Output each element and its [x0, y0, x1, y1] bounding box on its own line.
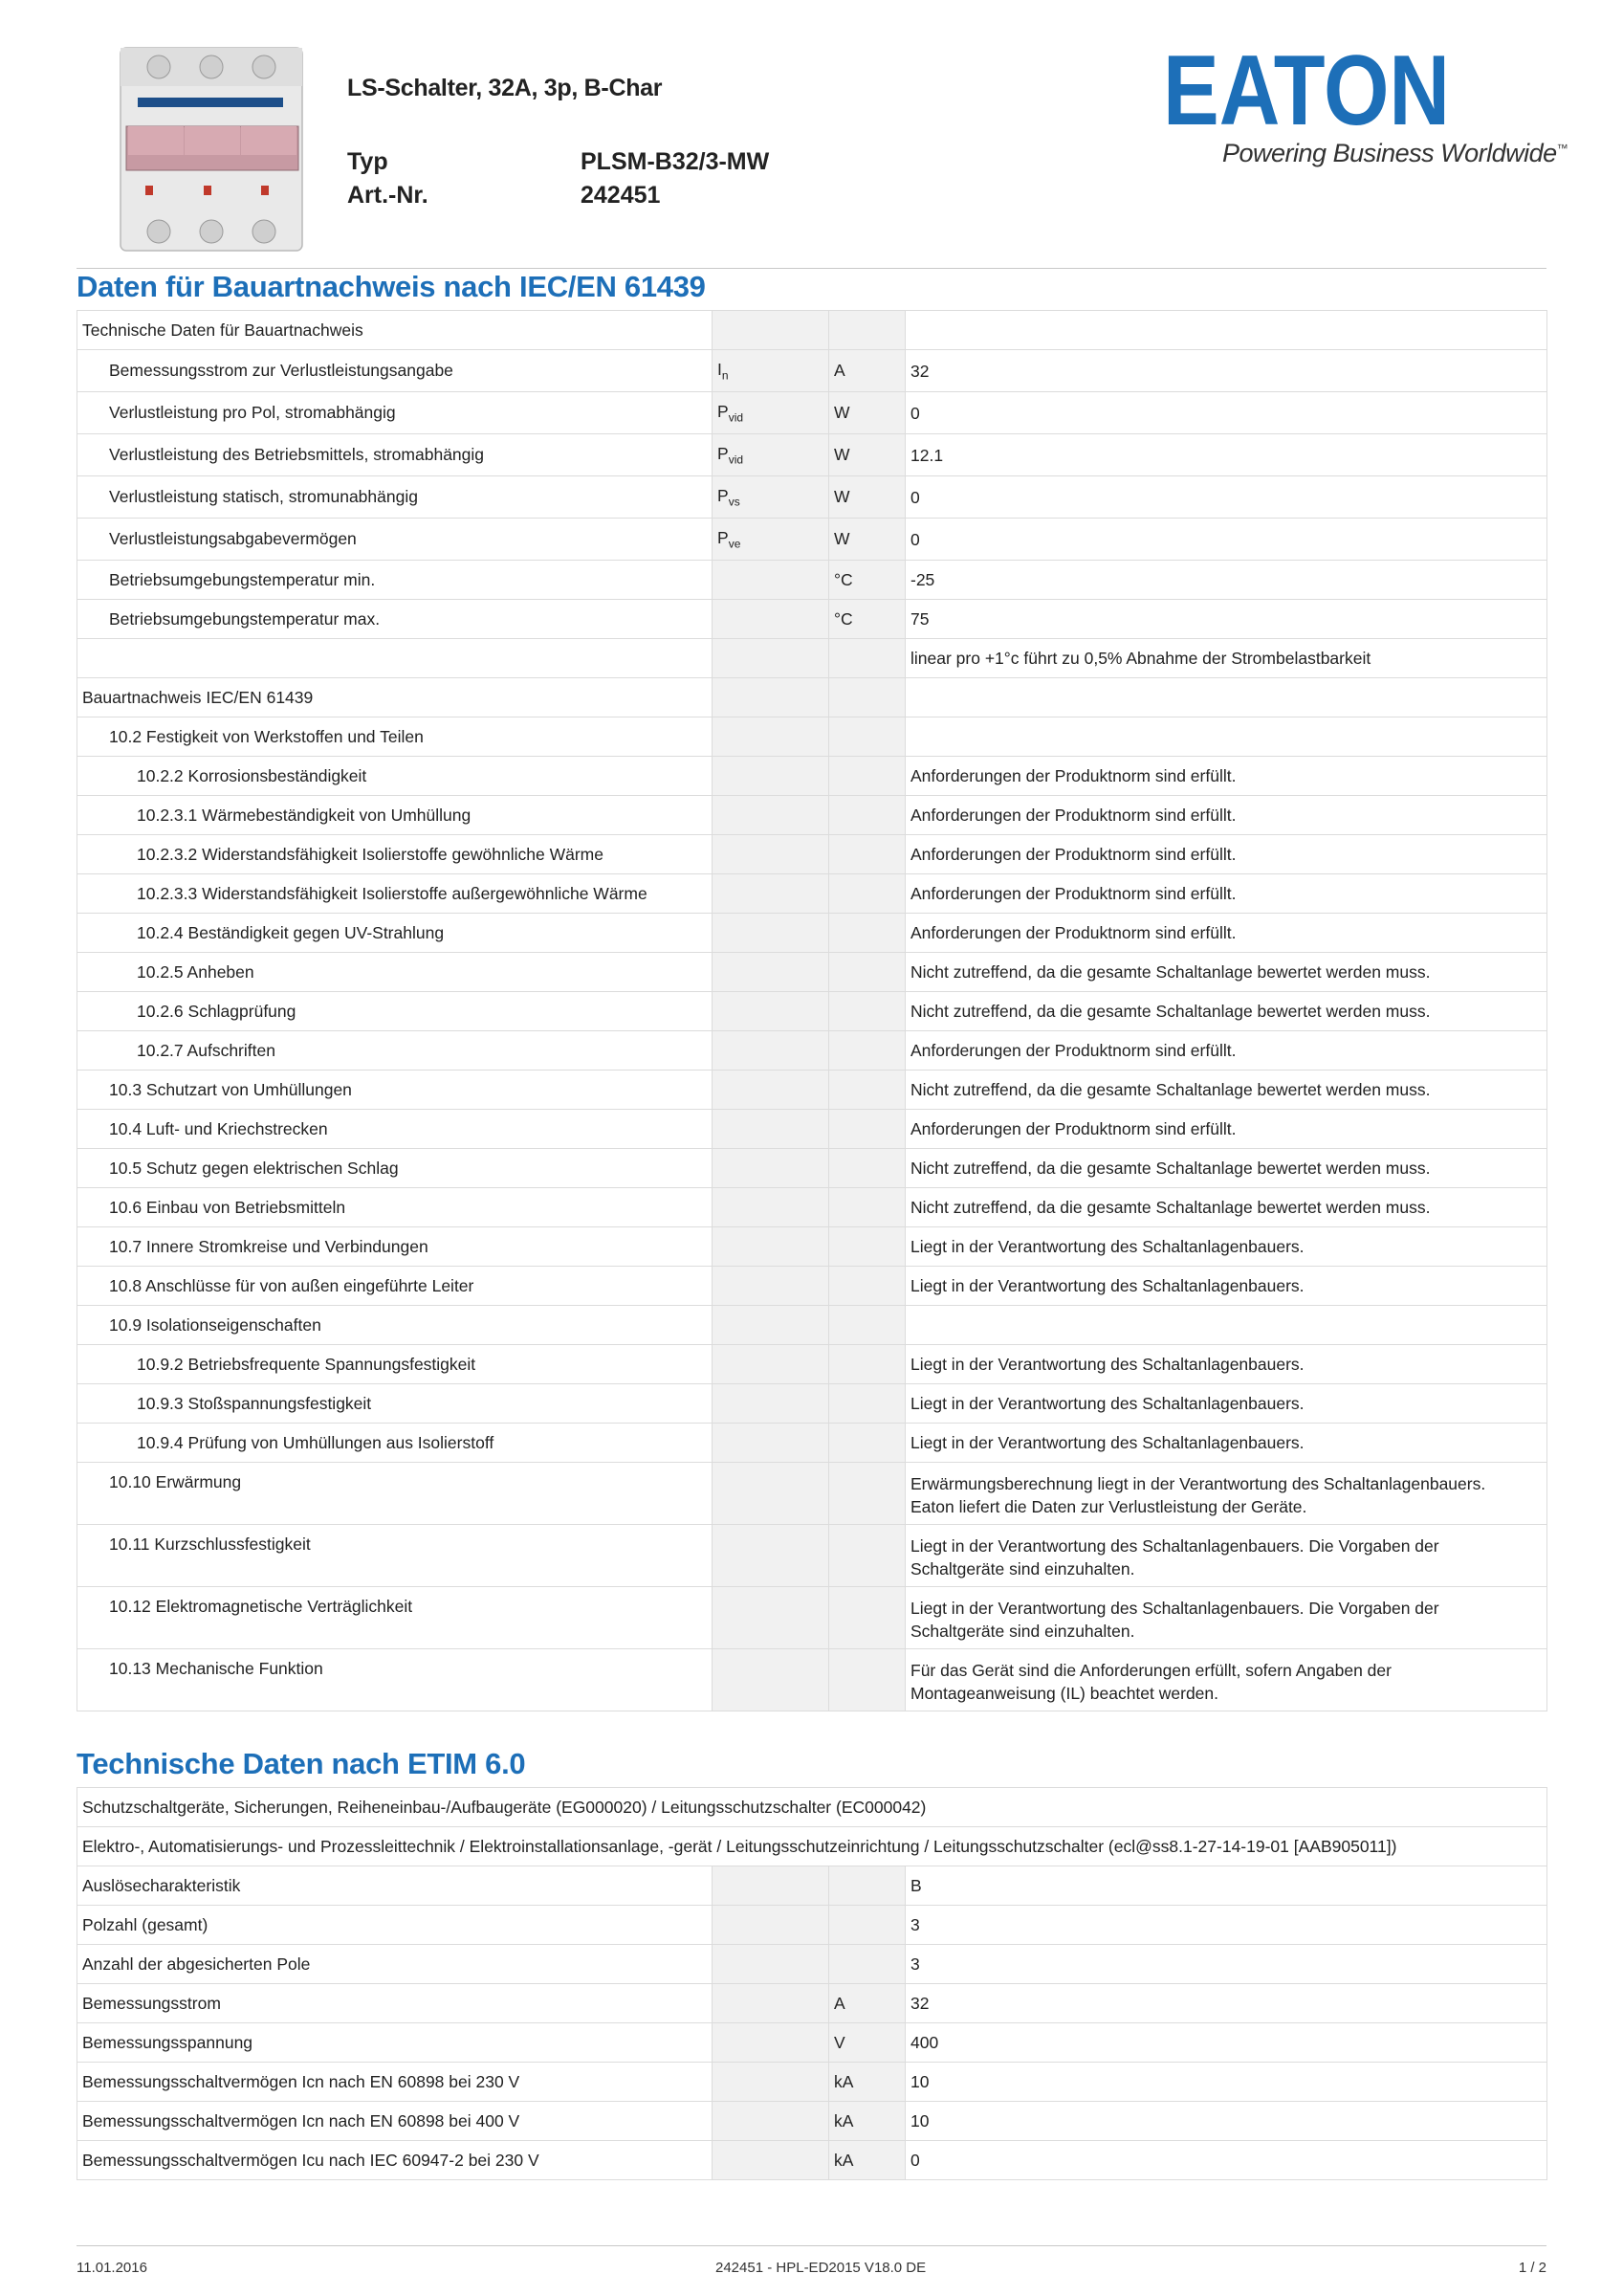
- row-value: [906, 718, 1547, 757]
- tagline: [1222, 139, 1568, 168]
- table-row: [77, 835, 1547, 874]
- row-unit: [829, 718, 906, 757]
- row-symbol: [713, 835, 829, 874]
- row-value: 32: [906, 350, 1547, 392]
- row-description: Bemessungsstrom: [77, 1984, 713, 2023]
- row-value: 32: [906, 1984, 1547, 2023]
- row-symbol: [713, 2063, 829, 2102]
- table-row: [77, 1384, 1547, 1424]
- symbol-subscript: vid: [728, 453, 744, 467]
- table-row: [77, 311, 1547, 350]
- row-symbol: [713, 350, 829, 392]
- row-description: 10.8 Anschlüsse für von außen eingeführte Leiter: [77, 1267, 713, 1306]
- table-row: [77, 1525, 1547, 1587]
- row-unit: [829, 678, 906, 718]
- table-row: [77, 953, 1547, 992]
- row-description: 10.9.2 Betriebsfrequente Spannungsfestigkeit: [77, 1345, 713, 1384]
- row-symbol: [713, 757, 829, 796]
- eaton-logo: [1159, 35, 1454, 146]
- row-unit: [829, 1188, 906, 1227]
- row-value: 12.1: [906, 434, 1547, 476]
- row-value: Anforderungen der Produktnorm sind erfüllt.: [906, 914, 1547, 953]
- row-value: Liegt in der Verantwortung des Schaltanlagenbauers. Die Vorgaben der Schaltgeräte sind einzuhalten.: [906, 1525, 1547, 1587]
- row-description: Bemessungsstrom zur Verlustleistungsangabe: [77, 350, 713, 392]
- symbol-letter: P: [717, 527, 729, 547]
- symbol-subscript: ve: [728, 537, 741, 551]
- row-value: [906, 678, 1547, 718]
- table-row: [77, 874, 1547, 914]
- row-description: 10.11 Kurzschlussfestigkeit: [77, 1525, 713, 1587]
- row-unit: [829, 1345, 906, 1384]
- row-symbol: [713, 1267, 829, 1306]
- row-unit: [829, 1149, 906, 1188]
- row-description: Verlustleistung des Betriebsmittels, stromabhängig: [77, 434, 713, 476]
- row-description: 10.2.5 Anheben: [77, 953, 713, 992]
- row-unit: [829, 1587, 906, 1649]
- row-value: Liegt in der Verantwortung des Schaltanlagenbauers.: [906, 1424, 1547, 1463]
- bauartnachweis-table: [77, 310, 1547, 1711]
- row-value: Nicht zutreffend, da die gesamte Schaltanlage bewertet werden muss.: [906, 953, 1547, 992]
- table-row: [77, 1345, 1547, 1384]
- row-symbol: [713, 1188, 829, 1227]
- table-row: [77, 519, 1547, 561]
- row-description: 10.12 Elektromagnetische Verträglichkeit: [77, 1587, 713, 1649]
- symbol-letter: P: [717, 401, 729, 421]
- row-value: 10: [906, 2102, 1547, 2141]
- row-symbol: [713, 1984, 829, 2023]
- row-description: Anzahl der abgesicherten Pole: [77, 1945, 713, 1984]
- row-description: 10.4 Luft- und Kriechstrecken: [77, 1110, 713, 1149]
- row-description: 10.7 Innere Stromkreise und Verbindungen: [77, 1227, 713, 1267]
- row-symbol: [713, 519, 829, 561]
- row-value: 3: [906, 1945, 1547, 1984]
- row-symbol: [713, 1149, 829, 1188]
- row-description: 10.9 Isolationseigenschaften: [77, 1306, 713, 1345]
- row-description: Bemessungsschaltvermögen Icn nach EN 60898 bei 230 V: [77, 2063, 713, 2102]
- row-unit: [829, 1649, 906, 1711]
- row-description: 10.2 Festigkeit von Werkstoffen und Teilen: [77, 718, 713, 757]
- row-symbol: [713, 1306, 829, 1345]
- row-value: Liegt in der Verantwortung des Schaltanlagenbauers. Die Vorgaben der Schaltgeräte sind einzuhalten.: [906, 1587, 1547, 1649]
- symbol-subscript: n: [721, 368, 729, 383]
- row-value: linear pro +1°c führt zu 0,5% Abnahme der Strombelastbarkeit: [906, 639, 1547, 678]
- row-unit: [829, 1227, 906, 1267]
- product-title: LS-Schalter, 32A, 3p, B-Char: [347, 75, 663, 101]
- row-unit: [829, 1945, 906, 1984]
- row-description: 10.13 Mechanische Funktion: [77, 1649, 713, 1711]
- table-row: [77, 476, 1547, 519]
- row-symbol: [713, 1945, 829, 1984]
- row-value: Liegt in der Verantwortung des Schaltanlagenbauers.: [906, 1227, 1547, 1267]
- table-row: [77, 2141, 1547, 2180]
- article-label: Art.-Nr.: [347, 182, 428, 209]
- row-description: 10.3 Schutzart von Umhüllungen: [77, 1071, 713, 1110]
- table-row: [77, 2102, 1547, 2141]
- row-value: [906, 1306, 1547, 1345]
- row-symbol: [713, 561, 829, 600]
- footer-divider: [77, 2245, 1546, 2246]
- row-value: Nicht zutreffend, da die gesamte Schaltanlage bewertet werden muss.: [906, 1188, 1547, 1227]
- table-row: [77, 1031, 1547, 1071]
- row-symbol: [713, 1384, 829, 1424]
- row-description: Technische Daten für Bauartnachweis: [77, 311, 713, 350]
- row-symbol: [713, 678, 829, 718]
- row-value: 0: [906, 519, 1547, 561]
- row-symbol: [713, 1649, 829, 1711]
- table-row: [77, 1649, 1547, 1711]
- row-unit: [829, 796, 906, 835]
- row-description: 10.9.4 Prüfung von Umhüllungen aus Isolierstoff: [77, 1424, 713, 1463]
- row-value: Liegt in der Verantwortung des Schaltanlagenbauers.: [906, 1267, 1547, 1306]
- row-unit: V: [829, 2023, 906, 2063]
- table-row: [77, 434, 1547, 476]
- row-description: 10.2.3.2 Widerstandsfähigkeit Isolierstoffe gewöhnliche Wärme: [77, 835, 713, 874]
- row-value: 10: [906, 2063, 1547, 2102]
- table-row: [77, 1149, 1547, 1188]
- table-row: [77, 1945, 1547, 1984]
- row-value: 400: [906, 2023, 1547, 2063]
- table-row: [77, 1906, 1547, 1945]
- row-unit: kA: [829, 2063, 906, 2102]
- table-row: [77, 1587, 1547, 1649]
- row-description: Bemessungsschaltvermögen Icn nach EN 60898 bei 400 V: [77, 2102, 713, 2141]
- row-unit: [829, 953, 906, 992]
- row-symbol: [713, 600, 829, 639]
- row-unit: °C: [829, 600, 906, 639]
- row-value: 0: [906, 392, 1547, 434]
- row-symbol: [713, 874, 829, 914]
- table-row: [77, 350, 1547, 392]
- row-description: 10.6 Einbau von Betriebsmitteln: [77, 1188, 713, 1227]
- row-symbol: [713, 796, 829, 835]
- tagline-trademark: ™: [1556, 142, 1568, 155]
- row-description: Verlustleistungsabgabevermögen: [77, 519, 713, 561]
- row-unit: [829, 639, 906, 678]
- row-symbol: [713, 1227, 829, 1267]
- row-unit: W: [829, 519, 906, 561]
- row-value: -25: [906, 561, 1547, 600]
- row-unit: [829, 1424, 906, 1463]
- table-row: [77, 639, 1547, 678]
- row-value: [906, 311, 1547, 350]
- row-symbol: [713, 1031, 829, 1071]
- row-value: Nicht zutreffend, da die gesamte Schaltanlage bewertet werden muss.: [906, 1149, 1547, 1188]
- row-unit: kA: [829, 2102, 906, 2141]
- table-row: [77, 2023, 1547, 2063]
- row-unit: W: [829, 392, 906, 434]
- article-value: 242451: [581, 182, 661, 209]
- row-description: 10.2.6 Schlagprüfung: [77, 992, 713, 1031]
- row-unit: W: [829, 476, 906, 519]
- row-symbol: [713, 434, 829, 476]
- row-symbol: [713, 718, 829, 757]
- row-unit: [829, 1306, 906, 1345]
- row-unit: [829, 1525, 906, 1587]
- row-symbol: [713, 1866, 829, 1906]
- row-unit: [829, 757, 906, 796]
- table-row: [77, 914, 1547, 953]
- row-value: Erwärmungsberechnung liegt in der Verantwortung des Schaltanlagenbauers. Eaton liefert die Daten zur Verlustleistung der Geräte.: [906, 1463, 1547, 1525]
- row-description: Bemessungsschaltvermögen Icu nach IEC 60947-2 bei 230 V: [77, 2141, 713, 2180]
- row-description: 10.2.3.3 Widerstandsfähigkeit Isolierstoffe außergewöhnliche Wärme: [77, 874, 713, 914]
- table-row: [77, 1424, 1547, 1463]
- table-row: [77, 1227, 1547, 1267]
- row-value: Anforderungen der Produktnorm sind erfüllt.: [906, 757, 1547, 796]
- table-row: [77, 1463, 1547, 1525]
- row-description: 10.2.3.1 Wärmebeständigkeit von Umhüllung: [77, 796, 713, 835]
- row-value: Für das Gerät sind die Anforderungen erfüllt, sofern Angaben der Montageanweisung (IL) beachtet werden.: [906, 1649, 1547, 1711]
- section-title-bauartnachweis: Daten für Bauartnachweis nach IEC/EN 61439: [77, 270, 706, 303]
- table-row: [77, 718, 1547, 757]
- footer-page-number: 1 / 2: [1518, 2260, 1546, 2276]
- row-description: Auslösecharakteristik: [77, 1866, 713, 1906]
- table-row: [77, 1984, 1547, 2023]
- table-row: [77, 1188, 1547, 1227]
- row-unit: [829, 874, 906, 914]
- row-description: 10.10 Erwärmung: [77, 1463, 713, 1525]
- table-row: [77, 678, 1547, 718]
- row-unit: [829, 1071, 906, 1110]
- row-description: Betriebsumgebungstemperatur min.: [77, 561, 713, 600]
- product-image: [113, 42, 309, 257]
- row-unit: [829, 1463, 906, 1525]
- row-description: Verlustleistung statisch, stromunabhängig: [77, 476, 713, 519]
- row-value: Anforderungen der Produktnorm sind erfüllt.: [906, 1110, 1547, 1149]
- table-row: [77, 600, 1547, 639]
- classification-row: [77, 1788, 1547, 1827]
- row-value: Anforderungen der Produktnorm sind erfüllt.: [906, 796, 1547, 835]
- row-symbol: [713, 992, 829, 1031]
- type-value: PLSM-B32/3-MW: [581, 148, 770, 175]
- row-symbol: [713, 476, 829, 519]
- row-unit: [829, 1866, 906, 1906]
- row-value: Nicht zutreffend, da die gesamte Schaltanlage bewertet werden muss.: [906, 992, 1547, 1031]
- table-row: [77, 561, 1547, 600]
- row-symbol: [713, 392, 829, 434]
- row-value: 0: [906, 476, 1547, 519]
- classification-text: Elektro-, Automatisierungs- und Prozessleittechnik / Elektroinstallationsanlage, -gerät / Leitungsschutzeinrichtung / Leitungsschutzschalter (ecl@ss8.1-27-14-19-01 [AAB905011]): [77, 1827, 1547, 1866]
- symbol-letter: P: [717, 443, 729, 463]
- header-divider: [77, 268, 1546, 269]
- row-unit: [829, 311, 906, 350]
- row-symbol: [713, 1525, 829, 1587]
- row-value: 3: [906, 1906, 1547, 1945]
- row-symbol: [713, 1110, 829, 1149]
- row-symbol: [713, 639, 829, 678]
- row-value: Anforderungen der Produktnorm sind erfüllt.: [906, 835, 1547, 874]
- row-symbol: [713, 1345, 829, 1384]
- row-value: Nicht zutreffend, da die gesamte Schaltanlage bewertet werden muss.: [906, 1071, 1547, 1110]
- row-value: 0: [906, 2141, 1547, 2180]
- row-symbol: [713, 914, 829, 953]
- table-row: [77, 392, 1547, 434]
- row-symbol: [713, 1906, 829, 1945]
- tagline-text: Powering Business Worldwide: [1222, 139, 1557, 167]
- footer-date: 11.01.2016: [77, 2260, 147, 2276]
- row-symbol: [713, 2141, 829, 2180]
- table-row: [77, 1267, 1547, 1306]
- row-unit: [829, 1110, 906, 1149]
- row-unit: A: [829, 350, 906, 392]
- row-symbol: [713, 953, 829, 992]
- row-description: Bemessungsspannung: [77, 2023, 713, 2063]
- row-description: [77, 639, 713, 678]
- symbol-letter: P: [717, 485, 729, 505]
- row-unit: °C: [829, 561, 906, 600]
- logo-text: EATON: [1163, 35, 1450, 146]
- table-row: [77, 1110, 1547, 1149]
- row-description: 10.9.3 Stoßspannungsfestigkeit: [77, 1384, 713, 1424]
- row-description: Betriebsumgebungstemperatur max.: [77, 600, 713, 639]
- row-unit: [829, 1906, 906, 1945]
- symbol-subscript: vs: [728, 495, 740, 509]
- row-unit: [829, 992, 906, 1031]
- row-description: 10.2.2 Korrosionsbeständigkeit: [77, 757, 713, 796]
- classification-text: Schutzschaltgeräte, Sicherungen, Reiheneinbau-/Aufbaugeräte (EG000020) / Leitungsschutzschalter (EC000042): [77, 1788, 1547, 1827]
- row-unit: W: [829, 434, 906, 476]
- row-description: Bauartnachweis IEC/EN 61439: [77, 678, 713, 718]
- row-symbol: [713, 1071, 829, 1110]
- row-unit: A: [829, 1984, 906, 2023]
- symbol-subscript: vid: [728, 410, 744, 425]
- row-value: 75: [906, 600, 1547, 639]
- row-symbol: [713, 2023, 829, 2063]
- footer-document-id: 242451 - HPL-ED2015 V18.0 DE: [715, 2260, 927, 2276]
- table-row: [77, 1306, 1547, 1345]
- symbol-letter: I: [717, 359, 722, 379]
- row-value: Anforderungen der Produktnorm sind erfüllt.: [906, 874, 1547, 914]
- row-description: Verlustleistung pro Pol, stromabhängig: [77, 392, 713, 434]
- row-symbol: [713, 2102, 829, 2141]
- row-unit: [829, 914, 906, 953]
- row-value: Anforderungen der Produktnorm sind erfüllt.: [906, 1031, 1547, 1071]
- table-row: [77, 1866, 1547, 1906]
- row-description: 10.2.7 Aufschriften: [77, 1031, 713, 1071]
- row-unit: [829, 1384, 906, 1424]
- row-symbol: [713, 1587, 829, 1649]
- section-title-etim: Technische Daten nach ETIM 6.0: [77, 1747, 526, 1780]
- row-unit: [829, 1267, 906, 1306]
- table-row: [77, 2063, 1547, 2102]
- row-symbol: [713, 311, 829, 350]
- etim-table: [77, 1787, 1547, 2180]
- table-row: [77, 757, 1547, 796]
- table-row: [77, 1071, 1547, 1110]
- row-unit: [829, 835, 906, 874]
- row-description: 10.5 Schutz gegen elektrischen Schlag: [77, 1149, 713, 1188]
- row-value: B: [906, 1866, 1547, 1906]
- row-value: Liegt in der Verantwortung des Schaltanlagenbauers.: [906, 1345, 1547, 1384]
- type-label: Typ: [347, 148, 388, 175]
- row-symbol: [713, 1424, 829, 1463]
- row-unit: [829, 1031, 906, 1071]
- classification-row: [77, 1827, 1547, 1866]
- row-symbol: [713, 1463, 829, 1525]
- row-unit: kA: [829, 2141, 906, 2180]
- table-row: [77, 796, 1547, 835]
- row-description: 10.2.4 Beständigkeit gegen UV-Strahlung: [77, 914, 713, 953]
- row-value: Liegt in der Verantwortung des Schaltanlagenbauers.: [906, 1384, 1547, 1424]
- table-row: [77, 992, 1547, 1031]
- row-description: Polzahl (gesamt): [77, 1906, 713, 1945]
